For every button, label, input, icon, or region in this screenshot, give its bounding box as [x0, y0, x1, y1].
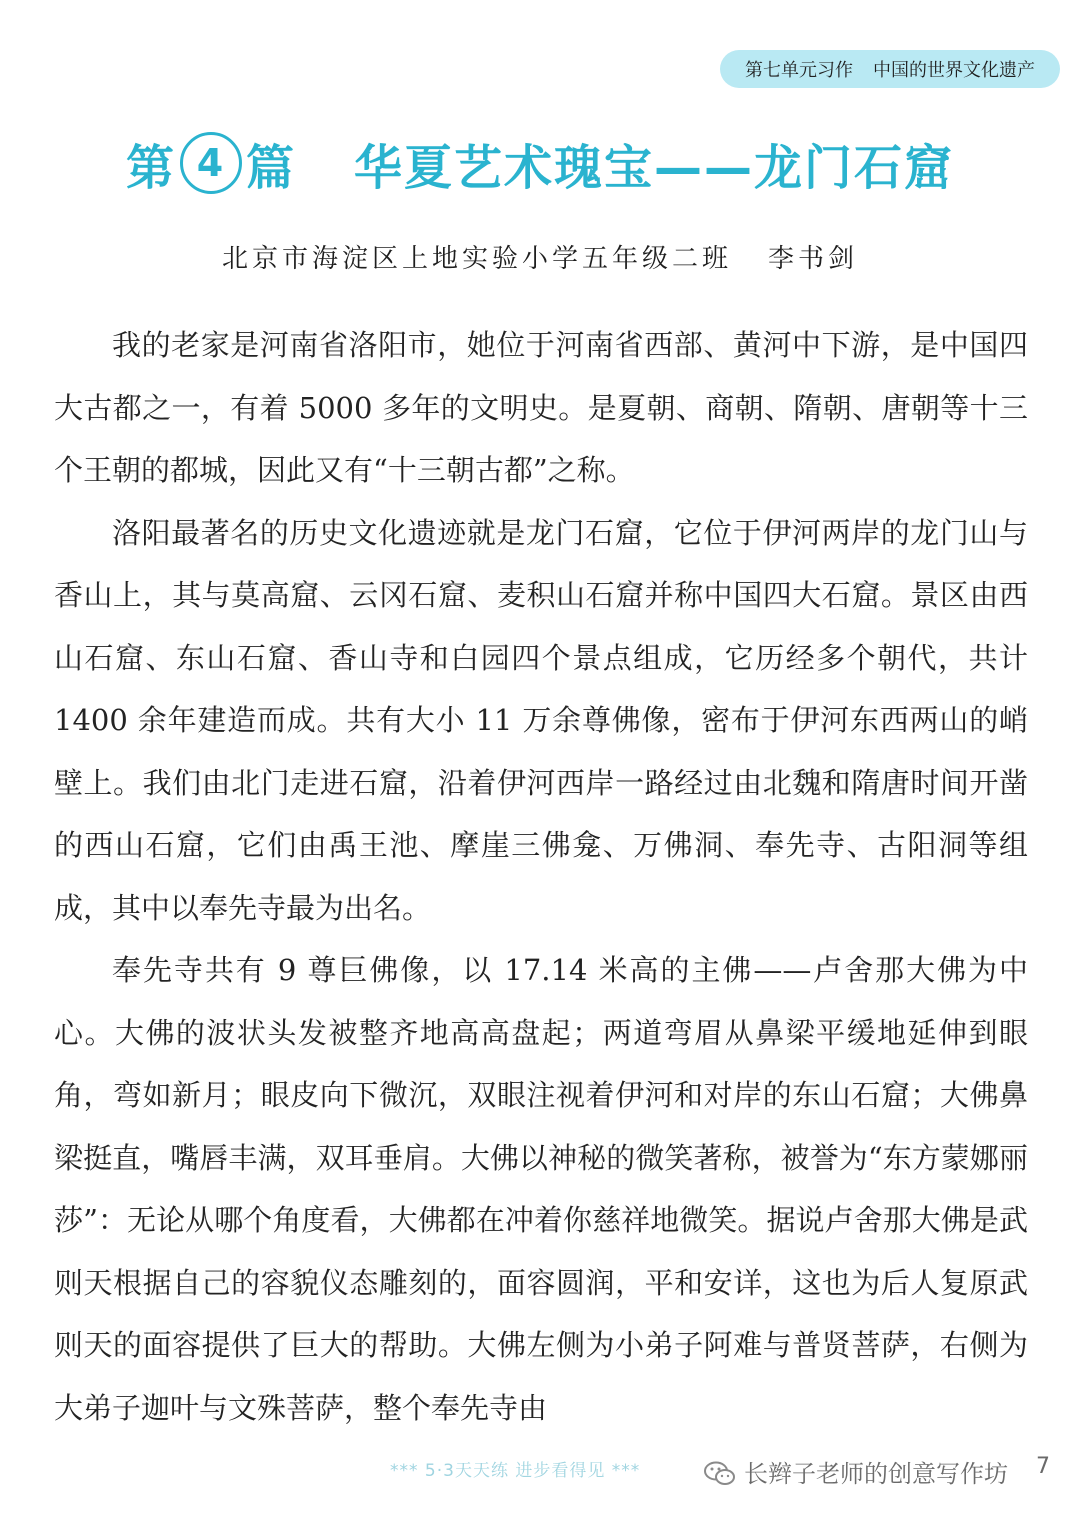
unit-tag [720, 50, 1060, 88]
watermark: 长辫子老师的创意写作坊 [744, 1460, 1008, 1488]
paragraph: 奉先寺共有 9 尊巨佛像，以 17.14 米高的主佛——卢舍那大佛为中心。大佛的波状头发被整齐地高高盘起；两道弯眉从鼻梁平缓地延伸到眼角，弯如新月；眼皮向下微沉，双眼注视着伊河和对岸的东山石窟；大佛鼻梁挺直，嘴唇丰满，双耳垂肩。大佛以神秘的微笑著称，被誉为“东方蒙娜丽莎”：无论从哪个角度看，大佛都在冲着你慈祥地微笑。据说卢舍那大佛是武则天根据自己的容貌仪态雕刻的，面容圆润，平和安详，这也为后人复原武则天的面容提供了巨大的帮助。大佛左侧为小弟子阿难与普贤菩萨，右侧为大弟子迦叶与文殊菩萨，整个奉先寺由 [54, 953, 1028, 1425]
title-prefix: 第 [125, 139, 176, 196]
footer-slogan: *** 5·3天天练 进步看得见 *** [390, 1461, 641, 1481]
article-number-badge: 4 [180, 132, 242, 194]
article-title [0, 128, 1080, 198]
unit-label: 第七单元习作 [745, 60, 853, 81]
article-body [54, 314, 1028, 1439]
title-text: 华夏艺术瑰宝——龙门石窟 [354, 139, 955, 196]
paragraph: 我的老家是河南省洛阳市，她位于河南省西部、黄河中下游，是中国四大古都之一，有着 5000 多年的文明史。是夏朝、商朝、隋朝、唐朝等十三个王朝的都城，因此又有“十三朝古都”之称。 [54, 328, 1028, 487]
author-name: 李书剑 [768, 244, 859, 274]
paragraph: 洛阳最著名的历史文化遗迹就是龙门石窟，它位于伊河两岸的龙门山与香山上，其与莫高窟、云冈石窟、麦积山石窟并称中国四大石窟。景区由西山石窟、东山石窟、香山寺和白园四个景点组成，它历经多个朝代，共计 1400 余年建造而成。共有大小 11 万余尊佛像，密布于伊河东西两山的峭壁上。我们由北门走进石窟，沿着伊河西岸一路经过由北魏和隋唐时间开凿的西山石窟，它们由禹王池、摩崖三佛龛、万佛洞、奉先寺、古阳洞等组成，其中以奉先寺最为出名。 [54, 515, 1028, 925]
school-name: 北京市海淀区上地实验小学五年级二班 [221, 244, 732, 274]
title-suffix: 篇 [245, 139, 296, 196]
wechat-icon [704, 1461, 736, 1487]
theme-label: 中国的世界文化遗产 [873, 60, 1035, 81]
byline [0, 238, 1080, 275]
page-number: 7 [1036, 1454, 1050, 1479]
